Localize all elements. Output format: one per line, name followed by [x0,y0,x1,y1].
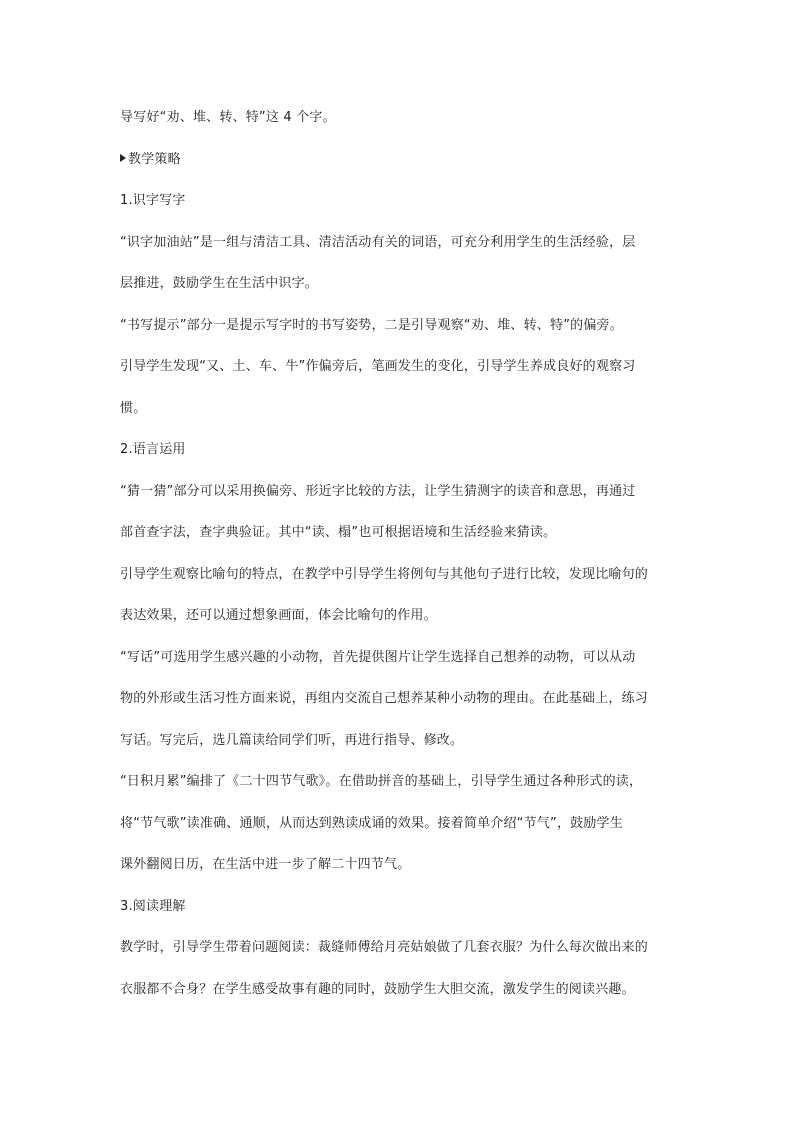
subheading: 1.识字写字 [120,193,186,208]
paragraph-line: 写话。写完后，选几篇读给同学们听，再进行指导、修改。 [120,733,464,748]
subheading: 2.语言运用 [120,442,186,457]
paragraph-line: “日积月累”编排了《二十四节气歌》。在借助拼音的基础上，引导学生通过各种形式的读， [120,774,643,789]
paragraph-line: “书写提示”部分一是提示写字时的书写姿势，二是引导观察“劝、堆、转、特”的偏旁。 [120,318,623,333]
paragraph-line: 课外翻阅日历，在生活中进一步了解二十四节气。 [120,857,411,872]
paragraph-line: 表达效果，还可以通过想象画面，体会比喻句的作用。 [120,608,437,623]
paragraph-line: 部首查字法，查字典验证。其中“读、榻”也可根据语境和生活经验来猜读。 [120,525,557,540]
paragraph-line: 教学时，引导学生带着问题阅读：裁缝师傅给月亮姑娘做了几套衣服？为什么每次做出来的 [120,940,649,955]
paragraph-line: 将“节气歌”读准确、通顺，从而达到熟读成诵的效果。接着简单介绍“节气”，鼓励学生 [120,816,623,831]
paragraph-line: 层推进，鼓励学生在生活中识字。 [120,276,319,291]
paragraph-line: 衣服都不合身？在学生感受故事有趣的同时，鼓励学生大胆交流，激发学生的阅读兴趣。 [120,982,635,997]
paragraph-line: “写话”可选用学生感兴趣的小动物，首先提供图片让学生选择自己想养的动物，可以从动 [120,650,636,665]
paragraph-line: “猜一猜”部分可以采用换偏旁、形近字比较的方法，让学生猜测字的读音和意思，再通过 [120,484,636,499]
paragraph-line: 物的外形或生活习性方面来说，再组内交流自己想养某种小动物的理由。在此基础上，练习 [120,691,649,706]
paragraph-line: 引导学生观察比喻句的特点，在教学中引导学生将例句与其他句子进行比较，发现比喻句的 [120,567,649,582]
paragraph-line: 导写好“劝、堆、转、特”这 4 个字。 [120,110,336,125]
section-heading-text: 教学策略 [128,152,181,167]
section-heading [120,152,680,168]
paragraph-line: “识字加油站”是一组与清洁工具、清洁活动有关的词语，可充分利用学生的生活经验，层 [120,235,636,250]
subheading: 3.阅读理解 [120,899,186,914]
triangle-bullet-icon [120,154,126,162]
paragraph-line: 引导学生发现“又、土、车、牛”作偏旁后，笔画发生的变化，引导学生养成良好的观察习 [120,359,636,374]
paragraph-line: 惯。 [120,401,147,416]
